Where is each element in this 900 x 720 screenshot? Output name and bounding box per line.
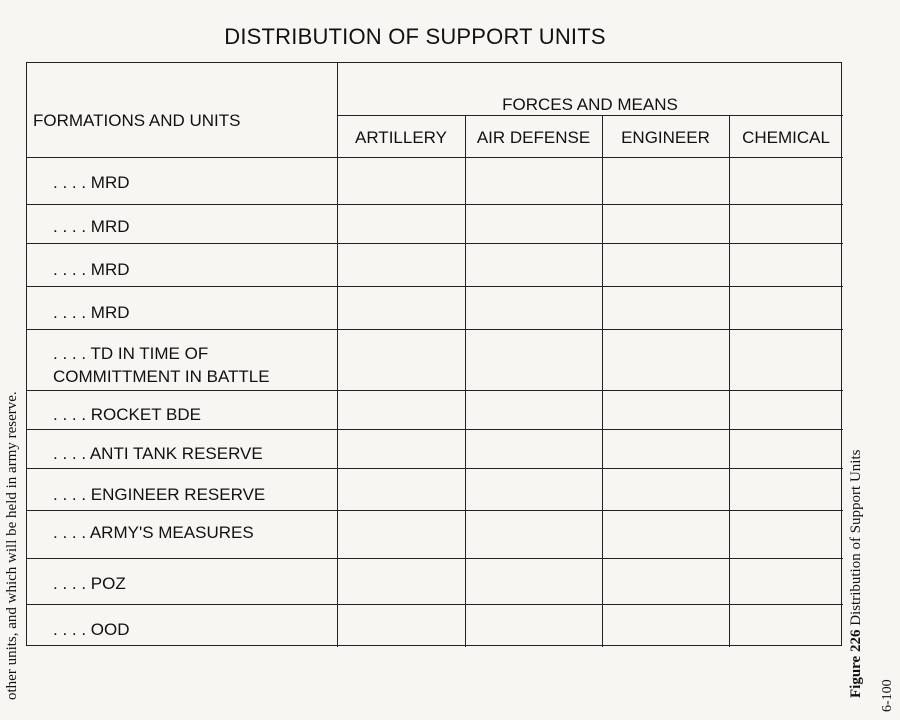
row-label-td: . . . . TD IN TIME OF (53, 344, 209, 363)
row-divider (27, 390, 843, 391)
column-header-engineer: ENGINEER (621, 128, 710, 147)
row-label-rocket-bde: . . . . ROCKET BDE (53, 405, 201, 424)
row-divider (27, 329, 843, 330)
row-divider (27, 468, 843, 469)
page-number: 6-100 (880, 679, 895, 712)
col-divider (602, 115, 603, 647)
row-label-ood: . . . . OOD (53, 620, 130, 639)
row-label-mrd: . . . . MRD (53, 260, 130, 279)
header-bottom (27, 157, 843, 158)
col-divider (337, 63, 338, 647)
row-label-armys-measures: . . . . ARMY'S MEASURES (53, 523, 254, 542)
row-divider (27, 604, 843, 605)
row-label-td-line2: COMMITTMENT IN BATTLE (53, 367, 270, 386)
column-header-air-defense: AIR DEFENSE (476, 128, 591, 147)
col-divider (465, 115, 466, 647)
row-divider (27, 243, 843, 244)
forces-header: FORCES AND MEANS (502, 95, 678, 114)
formations-header: FORMATIONS AND UNITS (33, 111, 241, 130)
support-units-table (26, 62, 842, 646)
row-label-poz: . . . . POZ (53, 574, 126, 593)
figure-caption-text: Distribution of Support Units (848, 449, 864, 626)
row-divider (27, 558, 843, 559)
col-divider (729, 115, 730, 647)
row-label-anti-tank-reserve: . . . . ANTI TANK RESERVE (53, 444, 263, 463)
figure-label: Figure 226 (848, 629, 864, 698)
row-label-mrd: . . . . MRD (53, 217, 130, 236)
column-header-chemical: CHEMICAL (742, 128, 830, 147)
row-divider (27, 429, 843, 430)
header-divider (337, 115, 843, 116)
row-divider (27, 286, 843, 287)
row-label-engineer-reserve: . . . . ENGINEER RESERVE (53, 485, 266, 504)
row-label-mrd: . . . . MRD (53, 173, 130, 192)
row-label-mrd: . . . . MRD (53, 303, 130, 322)
side-text-left: other units, and which will be held in army reserve. (4, 391, 20, 700)
page-title: DISTRIBUTION OF SUPPORT UNITS (224, 24, 606, 49)
row-divider (27, 510, 843, 511)
column-header-artillery: ARTILLERY (355, 128, 447, 147)
row-divider (27, 204, 843, 205)
figure-caption (848, 450, 865, 698)
